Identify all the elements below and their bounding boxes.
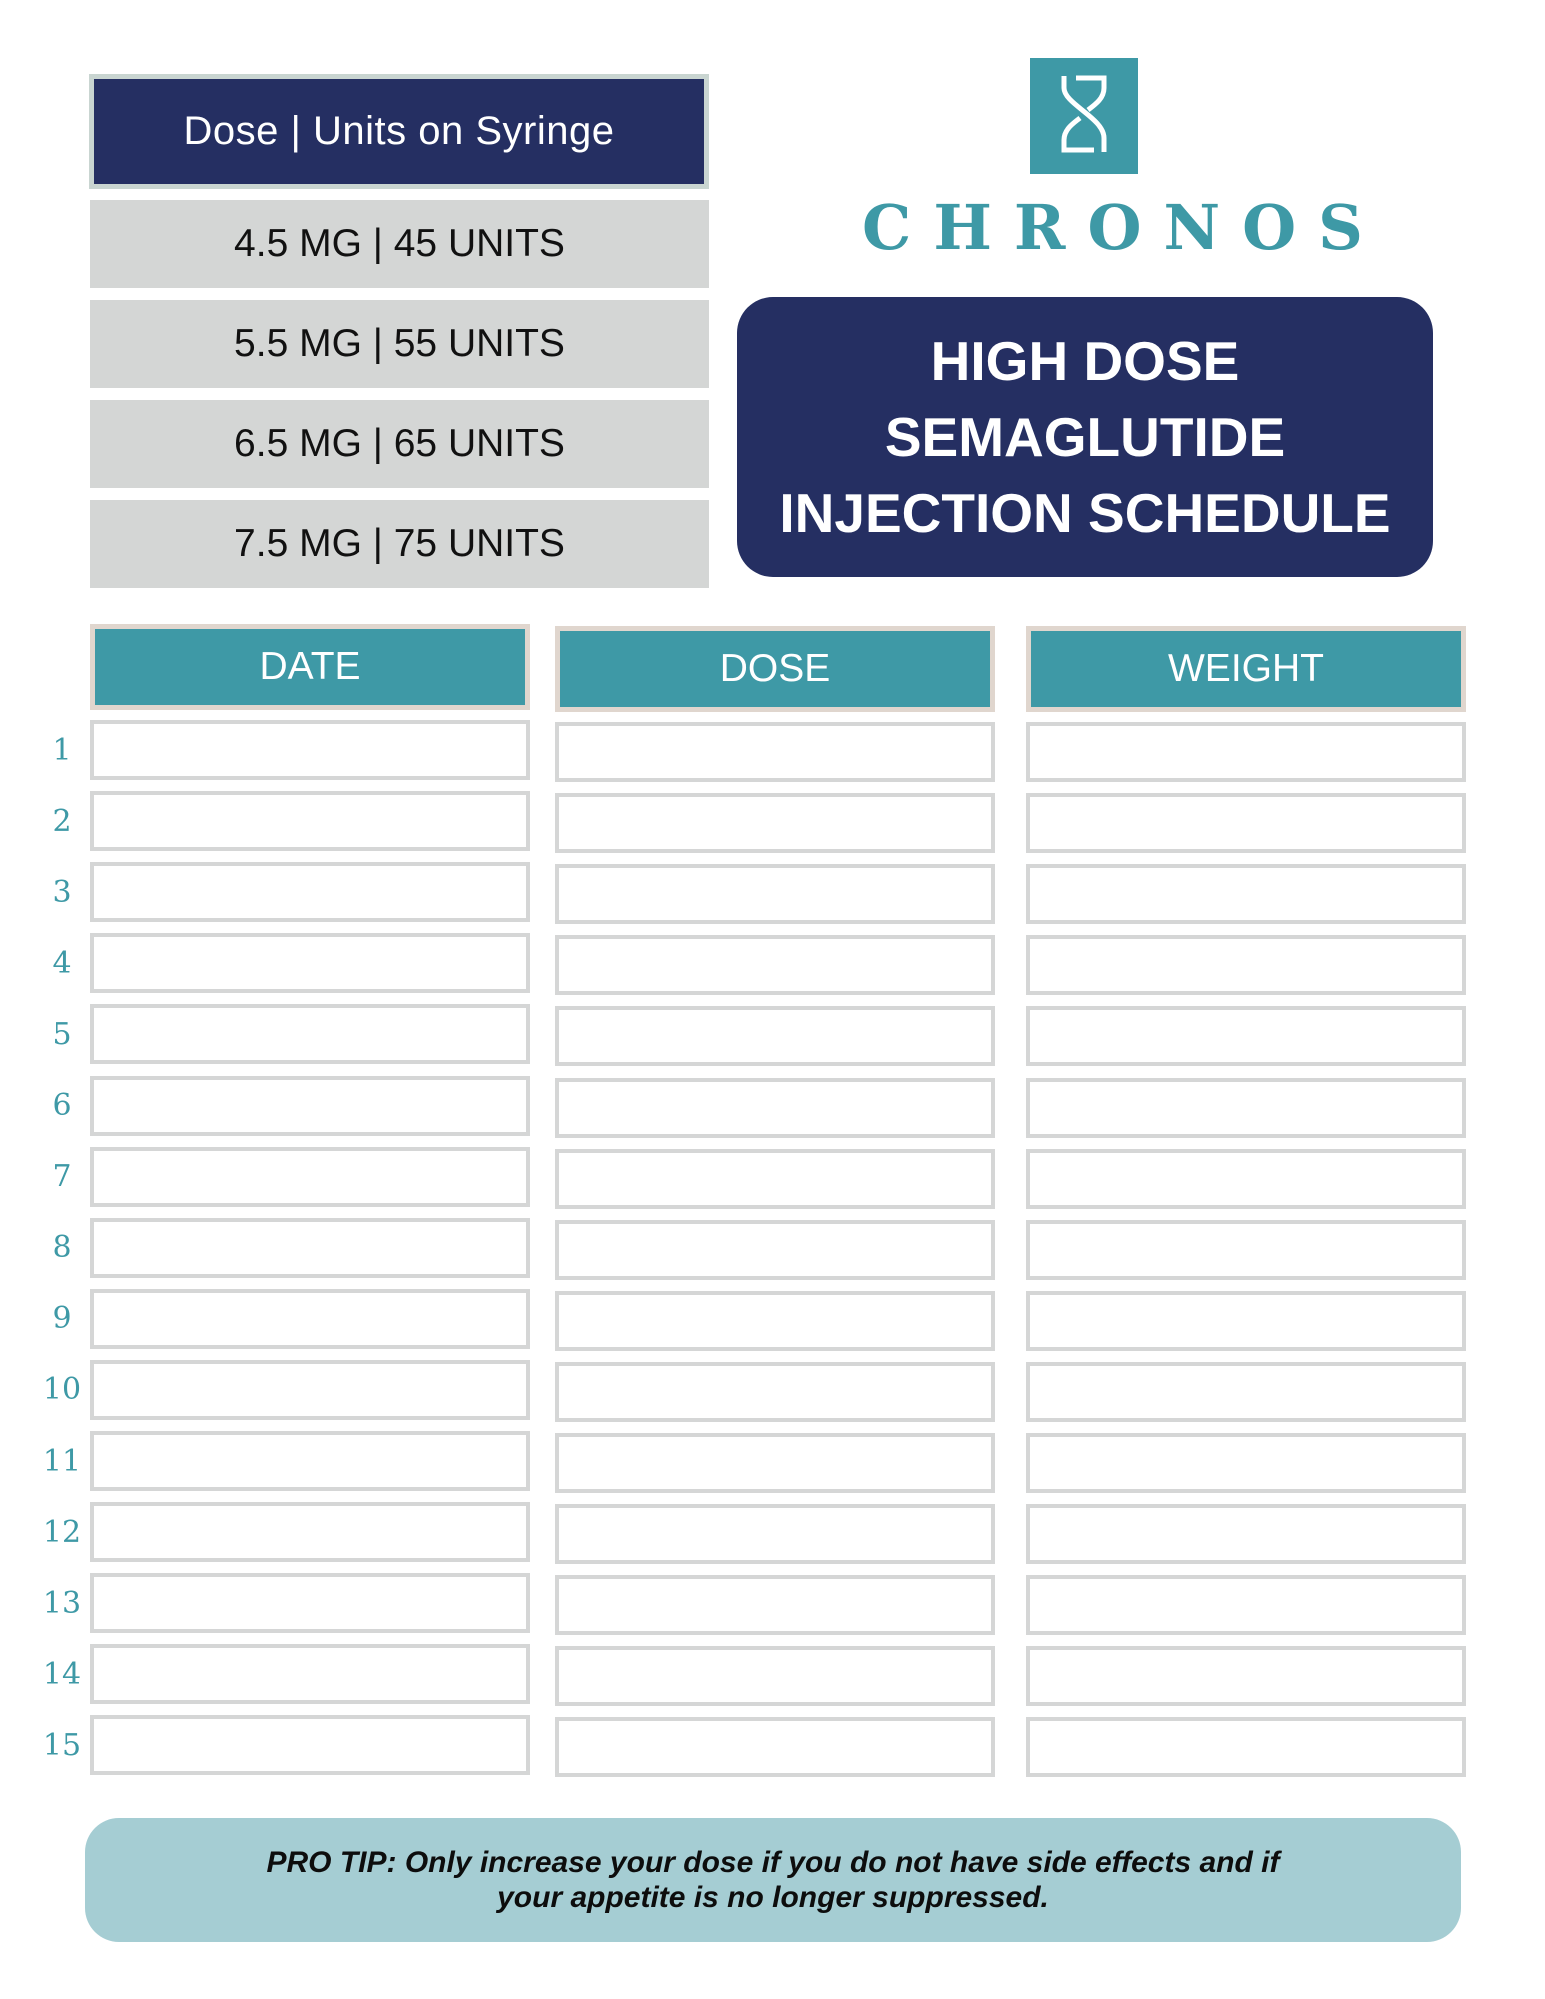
dose-input[interactable] bbox=[555, 1362, 995, 1422]
column-header-date bbox=[90, 624, 530, 710]
brand-name: CHRONOS bbox=[862, 191, 1385, 264]
title-line: SEMAGLUTIDE bbox=[884, 406, 1286, 468]
hourglass-icon bbox=[1054, 72, 1114, 161]
date-input[interactable] bbox=[90, 720, 530, 780]
page-title bbox=[737, 297, 1433, 577]
dose-input[interactable] bbox=[555, 793, 995, 853]
dose-input[interactable] bbox=[555, 1646, 995, 1706]
dose-input[interactable] bbox=[555, 1006, 995, 1066]
row-number: 10 bbox=[42, 1372, 82, 1408]
dose-reference-header bbox=[89, 74, 709, 189]
dose-reference-label: 4.5 MG | 45 UNITS bbox=[234, 222, 565, 265]
dose-reference-label: 6.5 MG | 65 UNITS bbox=[234, 422, 565, 465]
dose-reference-row bbox=[90, 300, 709, 388]
weight-input[interactable] bbox=[1026, 1149, 1466, 1209]
weight-input[interactable] bbox=[1026, 1220, 1466, 1280]
row-number: 2 bbox=[52, 803, 72, 839]
weight-input[interactable] bbox=[1026, 1291, 1466, 1351]
date-input[interactable] bbox=[90, 1289, 530, 1349]
row-number: 12 bbox=[42, 1514, 82, 1550]
row-number: 15 bbox=[42, 1727, 82, 1763]
dose-input[interactable] bbox=[555, 722, 995, 782]
dose-input[interactable] bbox=[555, 1575, 995, 1635]
dose-input[interactable] bbox=[555, 1220, 995, 1280]
pro-tip-banner bbox=[85, 1818, 1461, 1942]
row-number: 8 bbox=[52, 1230, 72, 1266]
row-number: 13 bbox=[42, 1585, 82, 1621]
logo bbox=[1030, 58, 1138, 174]
date-input[interactable] bbox=[90, 862, 530, 922]
column-header-label: DOSE bbox=[719, 647, 831, 690]
row-number: 11 bbox=[42, 1443, 82, 1479]
weight-input[interactable] bbox=[1026, 864, 1466, 924]
weight-input[interactable] bbox=[1026, 1646, 1466, 1706]
pro-tip-text: PRO TIP: Only increase your dose if you do not have side effects and if your appetite is no longer suppressed. bbox=[266, 1846, 1280, 1914]
weight-input[interactable] bbox=[1026, 722, 1466, 782]
date-input[interactable] bbox=[90, 1076, 530, 1136]
date-input[interactable] bbox=[90, 1573, 530, 1633]
row-number: 5 bbox=[52, 1016, 72, 1052]
dose-input[interactable] bbox=[555, 935, 995, 995]
dose-input[interactable] bbox=[555, 1291, 995, 1351]
dose-input[interactable] bbox=[555, 864, 995, 924]
dose-input[interactable] bbox=[555, 1717, 995, 1777]
row-number: 1 bbox=[52, 732, 72, 768]
date-input[interactable] bbox=[90, 1147, 530, 1207]
date-input[interactable] bbox=[90, 1715, 530, 1775]
date-input[interactable] bbox=[90, 791, 530, 851]
row-number: 6 bbox=[52, 1088, 72, 1123]
dose-reference-header-label: Dose | Units on Syringe bbox=[183, 109, 615, 153]
date-input[interactable] bbox=[90, 1360, 530, 1420]
dose-input[interactable] bbox=[555, 1149, 995, 1209]
date-input[interactable] bbox=[90, 1218, 530, 1278]
title-line: INJECTION SCHEDULE bbox=[779, 482, 1391, 544]
column-header-label: WEIGHT bbox=[1168, 647, 1324, 690]
row-number: 4 bbox=[52, 945, 72, 981]
column-header-label: DATE bbox=[259, 645, 361, 688]
weight-input[interactable] bbox=[1026, 1362, 1466, 1422]
dose-input[interactable] bbox=[555, 1504, 995, 1564]
column-header-dose bbox=[555, 626, 995, 712]
date-input[interactable] bbox=[90, 1431, 530, 1491]
weight-input[interactable] bbox=[1026, 1006, 1466, 1066]
date-input[interactable] bbox=[90, 1502, 530, 1562]
date-input[interactable] bbox=[90, 1004, 530, 1064]
weight-input[interactable] bbox=[1026, 935, 1466, 995]
dose-reference-row bbox=[90, 400, 709, 488]
dose-reference-label: 5.5 MG | 55 UNITS bbox=[234, 322, 565, 365]
weight-input[interactable] bbox=[1026, 1504, 1466, 1564]
dose-input[interactable] bbox=[555, 1433, 995, 1493]
dose-input[interactable] bbox=[555, 1078, 995, 1138]
column-header-weight bbox=[1026, 626, 1466, 712]
weight-input[interactable] bbox=[1026, 1433, 1466, 1493]
weight-input[interactable] bbox=[1026, 1575, 1466, 1635]
weight-input[interactable] bbox=[1026, 1078, 1466, 1138]
row-number: 3 bbox=[52, 874, 72, 910]
date-input[interactable] bbox=[90, 933, 530, 993]
title-line: HIGH DOSE bbox=[930, 330, 1240, 392]
row-number: 7 bbox=[52, 1159, 72, 1195]
weight-input[interactable] bbox=[1026, 1717, 1466, 1777]
row-number: 14 bbox=[42, 1656, 82, 1692]
weight-input[interactable] bbox=[1026, 793, 1466, 853]
dose-reference-label: 7.5 MG | 75 UNITS bbox=[234, 522, 565, 565]
row-number: 9 bbox=[52, 1301, 72, 1337]
dose-reference-row bbox=[90, 200, 709, 288]
dose-reference-row bbox=[90, 500, 709, 588]
date-input[interactable] bbox=[90, 1644, 530, 1704]
